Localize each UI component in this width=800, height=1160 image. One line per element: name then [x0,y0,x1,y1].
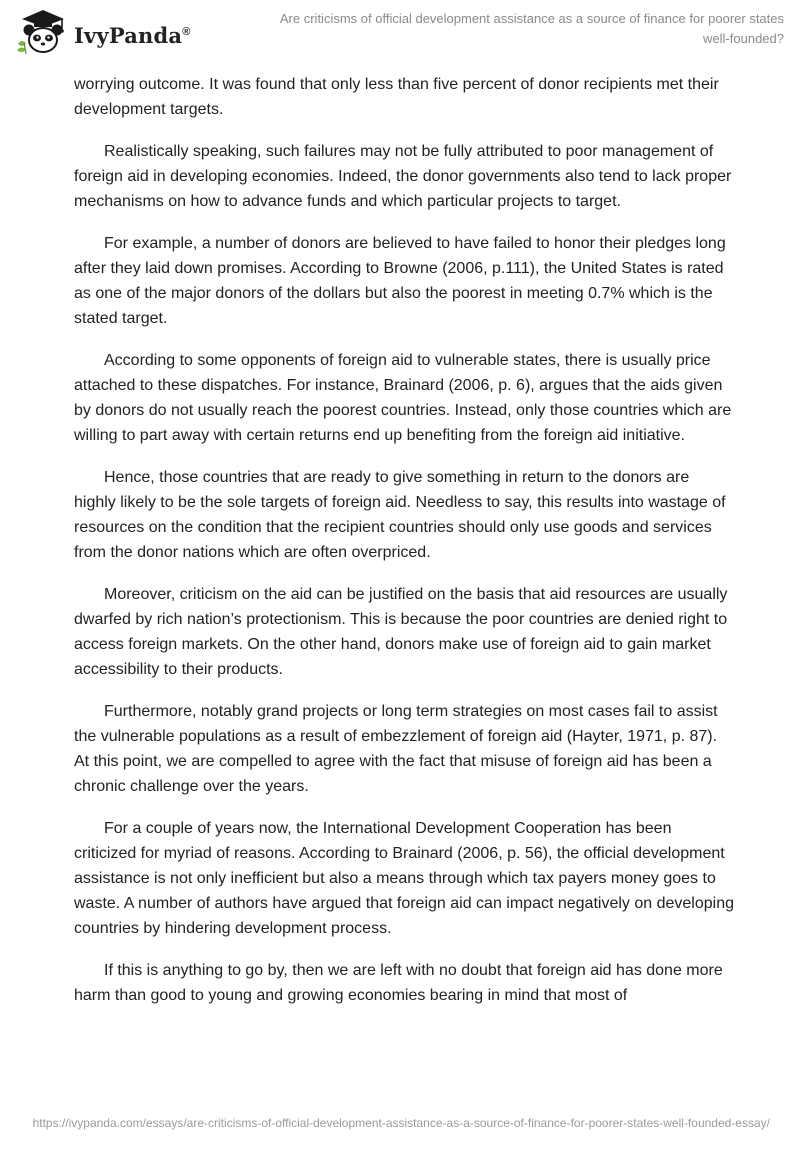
page-header [0,0,800,64]
paragraph-3: For example, a number of donors are believed to have failed to honor their pledges long after they laid down promises. According to Browne (2006, p.111), the United States is rated as one of the major donors of the dollars but also the poorest in meeting 0.7% which is the stated target. [74,235,726,327]
registered-mark: ® [182,25,191,38]
paragraph-1: worrying outcome. It was found that only less than five percent of donor recipients met their development targets. [74,76,719,118]
paragraph-6: Moreover, criticism on the aid can be justified on the basis that aid resources are usually dwarfed by rich nation’s protectionism. This is because the poor countries are denied right to access foreign markets. On the other hand, donors make use of foreign aid to gain market accessibility to their products. [74,586,728,678]
paragraph-2: Realistically speaking, such failures may not be fully attributed to poor management of foreign aid in developing economies. Indeed, the donor governments also tend to lack proper mechanisms on how to advance funds and which particular projects to target. [74,143,732,210]
page-footer-url[interactable]: https://ivypanda.com/essays/are-criticisms-of-official-development-assistance-as-a-source-of-finance-for-poorer-states-well-founded-essay/ [32,1116,770,1130]
logo-wordmark [74,23,191,48]
paragraph-8: For a couple of years now, the International Development Cooperation has been criticized for myriad of reasons. According to Brainard (2006, p. 56), the official development assistance is not only inefficient but also a means through which tax payers money goes to waste. A number of authors have argued that foreign aid can impact negatively on developing countries by hindering development process. [74,820,734,937]
logo-name: IvyPanda [74,22,183,48]
essay-body [74,72,734,1025]
paragraph-7: Furthermore, notably grand projects or long term strategies on most cases fail to assist the vulnerable populations as a result of embezzlement of foreign aid (Hayter, 1971, p. 87). At this point, we are compelled to agree with the fact that misuse of foreign aid has been a chronic challenge over the years. [74,703,718,795]
paragraph-5: Hence, those countries that are ready to give something in return to the donors are highly likely to be the sole targets of foreign aid. Needless to say, this results into wastage of resources on the condition that the recipient countries should only use goods and services from the donor nations which are often overpriced. [74,469,726,561]
paragraph-4: According to some opponents of foreign aid to vulnerable states, there is usually price attached to these dispatches. For instance, Brainard (2006, p. 6), argues that the aids given by donors do not usually reach the poorest countries. Instead, only those countries which are willing to part away with certain returns end up benefiting from the foreign aid initiative. [74,352,732,444]
ivypanda-logo[interactable] [14,8,191,56]
document-title: Are criticisms of official development assistance as a source of finance for poorer states well-founded? [279,11,784,46]
panda-graduation-cap-icon [14,8,72,56]
paragraph-9: If this is anything to go by, then we are left with no doubt that foreign aid has done more harm than good to young and growing economies bearing in mind that most of [74,962,723,1004]
